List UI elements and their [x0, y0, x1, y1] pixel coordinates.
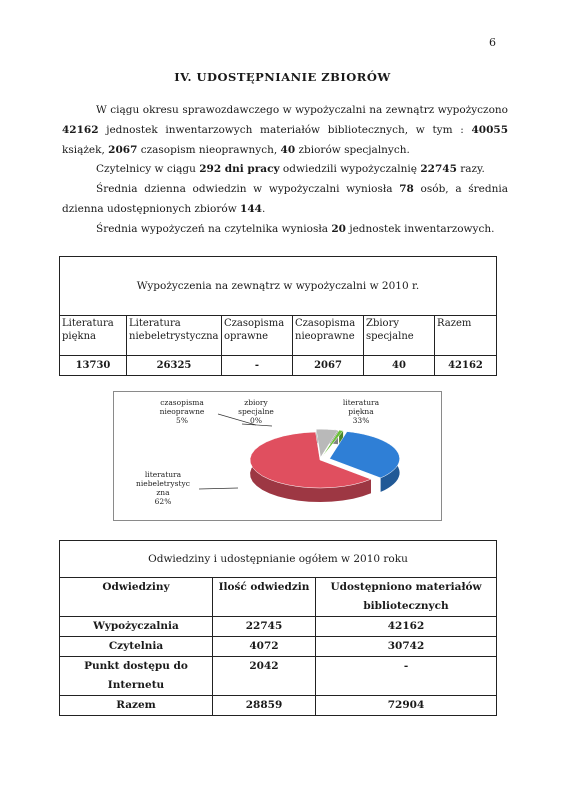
- value-special: 40: [280, 144, 296, 156]
- text: Czytelnicy w ciągu: [96, 163, 200, 175]
- text: jednostek inwentarzowych.: [345, 223, 495, 235]
- text: zbiorów specjalnych.: [295, 144, 410, 156]
- label-line: piękna: [348, 407, 374, 416]
- row-value: 2042: [213, 657, 316, 696]
- paragraph-averages: [62, 179, 508, 219]
- text: W ciągu okresu sprawozdawczego w wypożyczalni na zewnątrz wypożyczono: [96, 104, 508, 116]
- value-books: 40055: [471, 124, 508, 136]
- row-value: 28859: [213, 696, 316, 716]
- label-line: czasopisma: [160, 398, 204, 407]
- visits-table-caption: Odwiedziny i udostępnianie ogółem w 2010 roku: [60, 541, 497, 578]
- row-value: 30742: [316, 637, 497, 657]
- label-value: 62%: [154, 497, 172, 506]
- value-periodicals: 2067: [108, 144, 138, 156]
- table-row: [60, 696, 497, 716]
- text: razy.: [456, 163, 485, 175]
- value-avg-visits: 78: [399, 183, 414, 195]
- label-line: literatura: [342, 398, 380, 407]
- value-work-days: 292 dni pracy: [199, 163, 280, 175]
- text: czasopism nieoprawnych,: [137, 144, 281, 156]
- label-value: 33%: [352, 416, 370, 425]
- label-czasopisma-nieoprawne: [146, 398, 218, 425]
- row-label: Czytelnia: [60, 637, 213, 657]
- value-per-reader: 20: [331, 223, 346, 235]
- header-cell: Czasopisma nieoprawne: [293, 316, 364, 356]
- row-value: -: [316, 657, 497, 696]
- label-line: zna: [156, 488, 170, 497]
- paragraph-loans: [62, 100, 508, 160]
- header-cell: Czasopisma oprawne: [222, 316, 293, 356]
- label-literatura-piekna: [326, 398, 396, 425]
- header-cell: Zbiory specjalne: [364, 316, 435, 356]
- header-cell: Literatura piękna: [60, 316, 127, 356]
- text: książek,: [62, 144, 109, 156]
- pie-slices: [250, 429, 400, 502]
- label-literatura-niebeletrystyczna: [124, 470, 202, 506]
- label-value: 0%: [250, 416, 262, 425]
- loans-table: [59, 256, 497, 376]
- label-value: 5%: [176, 416, 188, 425]
- value-cell: 13730: [60, 356, 127, 376]
- visits-table: [59, 540, 497, 716]
- value-visits: 22745: [420, 163, 457, 175]
- header-cell: Ilość odwiedzin: [213, 578, 316, 617]
- text: jednostek inwentarzowych materiałów bibliotecznych, w tym :: [98, 124, 472, 136]
- row-value: 4072: [213, 637, 316, 657]
- paragraph-visits: [96, 159, 516, 179]
- text: osób, a średnia dzienna udostępnionych zbiorów: [62, 183, 508, 215]
- row-value: 22745: [213, 617, 316, 637]
- paragraph-per-reader: [96, 219, 516, 239]
- label-line: niebeletrystyc: [136, 479, 190, 488]
- value-cell: 42162: [435, 356, 497, 376]
- table-row: [60, 657, 497, 696]
- header-cell: Udostępniono materiałów bibliotecznych: [316, 578, 497, 617]
- text: .: [261, 203, 266, 215]
- text: Średnia dzienna odwiedzin w wypożyczalni wyniosła: [96, 183, 400, 195]
- row-label: Punkt dostępu do Internetu: [60, 657, 213, 696]
- table-row: [60, 617, 497, 637]
- row-value: 72904: [316, 696, 497, 716]
- value-cell: 2067: [293, 356, 364, 376]
- value-cell: 26325: [127, 356, 222, 376]
- label-line: specjalne: [238, 407, 274, 416]
- header-cell: Razem: [435, 316, 497, 356]
- header-cell: Literatura niebeletrystyczna: [127, 316, 222, 356]
- label-line: literatura: [144, 470, 182, 479]
- header-cell: Odwiedziny: [60, 578, 213, 617]
- page-number: 6: [489, 36, 496, 49]
- label-line: zbiory: [244, 398, 268, 407]
- row-value: 42162: [316, 617, 497, 637]
- label-zbiory-specjalne: [226, 398, 286, 425]
- value-total-loans: 42162: [62, 124, 99, 136]
- text: odwiedzili wypożyczalnię: [279, 163, 421, 175]
- section-title: IV. UDOSTĘPNIANIE ZBIORÓW: [174, 70, 391, 84]
- pie-chart: [113, 391, 442, 521]
- text: Średnia wypożyczeń na czytelnika wyniosła: [96, 223, 332, 235]
- label-line: nieoprawne: [159, 407, 205, 416]
- value-cell: 40: [364, 356, 435, 376]
- row-label: Razem: [60, 696, 213, 716]
- value-cell: -: [222, 356, 293, 376]
- table-row: [60, 637, 497, 657]
- loans-table-caption: Wypożyczenia na zewnątrz w wypożyczalni w 2010 r.: [60, 257, 497, 316]
- leader-line: [199, 488, 238, 489]
- value-avg-items: 144: [240, 203, 262, 215]
- row-label: Wypożyczalnia: [60, 617, 213, 637]
